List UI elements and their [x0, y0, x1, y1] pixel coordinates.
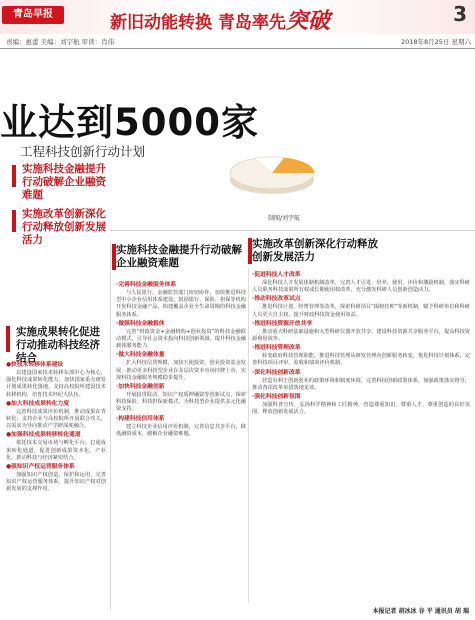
paragraph-heading: ·完善科技金融服务体系 — [116, 282, 177, 288]
key-point: 实施改革创新深化行动释放创新发展活力 — [12, 208, 108, 247]
paragraph-heading: ·促进科技人才改革 — [252, 272, 301, 278]
section-heading-left: 实施成果转化促进行动推动科技经济结合 — [16, 326, 100, 364]
paragraph-heading: ·推进科技资源开放共享 — [252, 320, 313, 327]
paragraph: 转变政府科技管理职能，推进科技管理从研发管理向创新服务转变，优化科技计划体系，完善科技项目评审、验收和绩效评价机制。 — [252, 353, 470, 367]
paragraph-heading: ·深化科技创新改革 — [252, 369, 301, 376]
section-divider — [110, 230, 475, 231]
section-heading-right: 实施改革创新深化行动释放创新发展活力 — [252, 238, 378, 263]
paragraph: 加强科普宣传，弘扬科学精神和工匠精神，营造尊重知识、尊重人才、尊重创造的良好氛围，释放创新发展活力。 — [252, 402, 470, 416]
paragraph-heading: ·做强科技金融载体 — [116, 320, 165, 327]
editor-credits: 责编：惠蕾 美编：刘宇航 审读：肖伟 — [6, 38, 115, 46]
paragraph: 与人民银行、金融监管部门密切协作，加快推进科技型中小企业信用体系建设，鼓励银行、保险、担保等机构开发科技金融产品，构建覆盖企业全生命周期的科技金融服务体系。 — [116, 290, 246, 318]
paragraph-heading: ●快技术转移体系建设 — [6, 362, 64, 368]
paragraph: 加强知识产权创造、保护和运用，完善知识产权运营服务体系，提升知识产权对创新发展的支撑作用。 — [6, 472, 106, 493]
byline: 本报记者 胡冰冰 谷 平 通讯员 胡 瑞 — [372, 608, 469, 615]
article-column-middle — [116, 280, 246, 610]
paragraph-heading: ·强化科技创新氛围 — [252, 394, 301, 401]
paragraph-heading: ·推动科技改革试点 — [252, 296, 301, 303]
article-column-right — [252, 270, 470, 600]
paragraph-heading: ·加快科技金融创新 — [116, 384, 165, 391]
subheadline: 工程科技创新行动计划 — [20, 144, 146, 159]
paragraph: 完善“财政资金+金融机构+创业投资”的科技金融联动模式，引导社会资本投向科技创新领域，提升科技金融载体服务能力。 — [116, 328, 246, 350]
paragraph-heading: ·推进科技管理改革 — [252, 345, 301, 352]
paragraph-heading: ●加大科技成果转化力度 — [6, 400, 70, 407]
page-number: 3 — [453, 2, 467, 26]
headline: 业达到5000家 — [0, 101, 259, 144]
paragraph: 深化科技人才发展体制机制改革，完善人才引进、培养、使用、评价和激励机制，落实科研人员职务科技成果所有权或长期使用权改革，充分激发科研人员创新创造活力。 — [252, 280, 470, 294]
paragraph: 推动重大科研基础设施和大型科研仪器开放共享，建设科技资源共享服务平台，提高科技资源利用效率。 — [252, 328, 470, 343]
paragraph: 以建设国家技术转移东部中心为核心，强化科技成果转化能力。加快国家重点研发计划成果转化落地，支持高校院所建设技术转移机构，培育技术经纪人队伍。 — [6, 370, 106, 398]
article-column-left — [6, 360, 106, 616]
key-points — [12, 163, 108, 247]
meta-bar — [0, 35, 475, 49]
pie-chart-svg — [224, 118, 324, 208]
chart-caption: 制图/刘宇航 — [268, 215, 301, 222]
masthead — [0, 0, 475, 34]
paragraph: 开展投贷联动、知识产权质押融资等创新试点，探索科技保险、科技担保新模式，为科技型企业提供多元化融资支持。 — [116, 392, 246, 413]
paragraph: 依托技术交易市场与孵化平台，打通成果转化通道，促进创新成果资本化、产业化，推动科技与经济紧密结合。 — [6, 440, 106, 461]
slogan-emphasis: 突破 — [285, 9, 330, 34]
paragraph: 推进科技计划、经费管理等改革，探索科研项目“揭榜挂帅”等新机制，赋予科研单位和科研人员更大自主权，提升财政科技资金使用效益。 — [252, 304, 470, 318]
paragraph: 完善科技成果评价机制，推动成果在青转化；支持企业与高校院所开展联合攻关，以需求为导向推动产学研深度融合。 — [6, 408, 106, 430]
masthead-slogan — [110, 4, 330, 35]
column-rule — [248, 268, 249, 603]
paragraph: 建立科技企业信用评价机制，完善信息共享平台，降低融资成本，破解企业融资难题。 — [116, 423, 246, 437]
paragraph-heading: ●加强科技成果转移转化通道 — [6, 432, 81, 439]
slogan-text: 新旧动能转换 青岛率先 — [110, 13, 286, 33]
issue-date: 2018年8月25日 星期六 — [400, 38, 471, 46]
paragraph: 营造有利于创新创业的政策环境和制度环境，完善科技创新政策体系，加强政策落实督导，推动各项改革举措落地见效。 — [252, 377, 470, 391]
key-point: 实施科技金融提升行动破解企业融资难题 — [12, 163, 108, 202]
paragraph: 扩大科技信贷规模，加快天使投资、创业投资基金发展，推动更多科技型企业在多层次资本市场挂牌上市，实现科技金融服务规模稳步提升。 — [116, 360, 246, 381]
paragraph-heading: ●强知识产权运营服务体系 — [6, 464, 75, 471]
column-rule — [110, 240, 111, 610]
paragraph-heading: ·做大科技金融体量 — [116, 352, 165, 359]
newspaper-logo: 青岛早报 — [2, 6, 64, 24]
paragraph-heading: ·构建科技信用体系 — [116, 415, 165, 422]
section-heading-middle: 实施科技金融提升行动破解企业融资难题 — [116, 244, 242, 269]
pie-graphic — [224, 118, 324, 208]
